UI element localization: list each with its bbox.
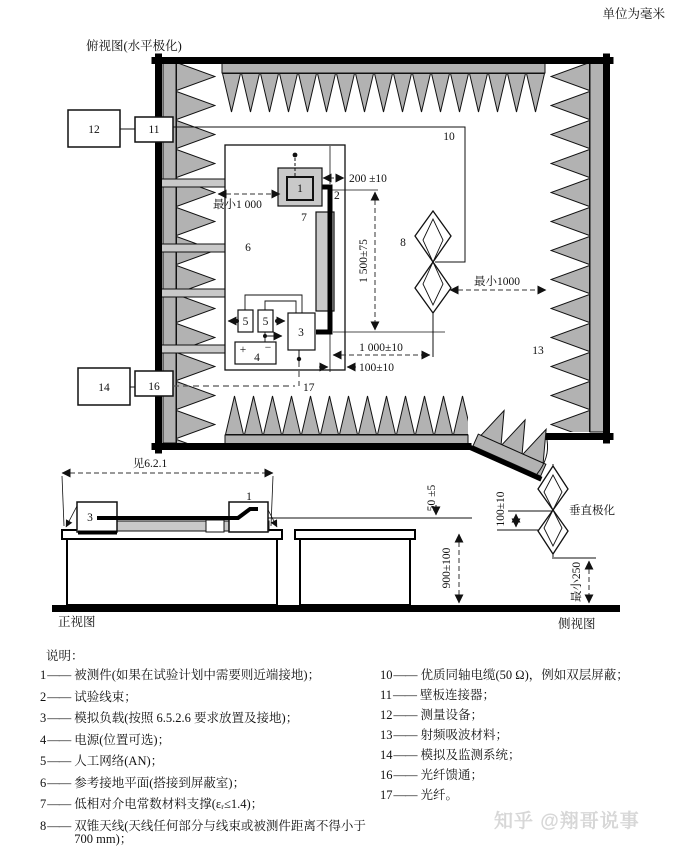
wall-rail <box>158 179 228 187</box>
callout-1: 1 <box>297 183 303 195</box>
legend-right-column <box>380 669 672 809</box>
biconical-antenna-top <box>415 211 451 357</box>
callout-6: 6 <box>245 242 251 254</box>
dim-1500: 1 500±75 <box>358 239 370 283</box>
callout-12: 12 <box>88 124 100 136</box>
legend-item-10: 10 —— 优质同轴电缆(50 Ω)，例如双层屏蔽； <box>380 668 629 682</box>
dim-100-side <box>495 491 516 527</box>
table-top-side <box>295 530 415 539</box>
legend-item-16: 16 —— 光纤馈通； <box>380 768 484 782</box>
legend-item-13: 13 —— 射频吸波材料； <box>380 728 509 742</box>
legend-item-17: 17 —— 光纤。 <box>380 788 459 802</box>
minus-terminal: − <box>264 342 272 354</box>
dim-50 <box>426 485 438 515</box>
floor-front <box>52 605 290 612</box>
legend-item-2: 2 —— 试验线束； <box>40 689 137 704</box>
table-body-front <box>67 539 277 605</box>
legend-item-5: 5 —— 人工网络(AN)； <box>40 754 164 768</box>
legend-item-14: 14 —— 模拟及监测系统； <box>380 748 521 762</box>
dim-100: 100±10 <box>359 362 395 374</box>
dim-900 <box>441 534 459 603</box>
side-view-title: 侧视图 <box>558 617 596 631</box>
absorber-top <box>222 63 545 113</box>
callout-17: 17 <box>303 382 315 394</box>
legend-item-8: 8 —— 双锥天线(天线任何部分与线束或被测件距离不得小于 700 mm)； <box>40 818 366 846</box>
callout-16: 16 <box>148 381 160 393</box>
dim-200: 200 ±10 <box>349 173 387 185</box>
callout-5: 5 <box>242 316 249 328</box>
chamber-wall <box>155 57 610 450</box>
callout-8: 8 <box>400 237 406 249</box>
callout-11: 11 <box>148 124 160 136</box>
reference-lines <box>330 146 445 372</box>
callout-front-3: 3 <box>87 512 93 524</box>
wall-rail <box>158 345 228 353</box>
callout-front-1: 1 <box>246 491 252 503</box>
top-view <box>68 57 610 481</box>
callout-7: 7 <box>301 212 307 224</box>
dim-min250 <box>569 561 589 603</box>
legend-title: 说明： <box>46 649 84 663</box>
fibre-node-dot <box>297 357 301 361</box>
callout-10: 10 <box>443 131 455 143</box>
legend-item-11: 11 —— 壁板连接器； <box>380 688 496 702</box>
support-block <box>206 520 224 532</box>
dim-1000: 1 000±10 <box>359 342 403 354</box>
absorber-bottom <box>225 395 468 445</box>
legend-item-6: 6 —— 参考接地平面(搭接到屏蔽室)； <box>40 775 246 790</box>
legend-item-3: 3 —— 模拟负载(按照 6.5.2.6 要求放置及接地)； <box>40 711 299 725</box>
ground-dot <box>293 153 298 158</box>
legend-item-7: 7 —— 低相对介电常数材料支撑(εᵣ≤1.4)； <box>40 797 264 811</box>
front-view-title: 正视图 <box>58 615 96 629</box>
callout-13: 13 <box>532 345 544 357</box>
side-view <box>290 464 620 612</box>
legend-item-4: 4 —— 电源(位置可选)； <box>40 732 171 747</box>
legend-item-12: 12 —— 测量设备； <box>380 708 484 722</box>
unit-note: 单位为毫米 <box>602 7 665 21</box>
table-body-side <box>300 539 410 605</box>
wall-rail <box>158 244 228 252</box>
dim-min1000-right: 最小1000 <box>474 276 520 288</box>
vertical-polarization-label: 垂直极化 <box>569 505 615 517</box>
callout-3: 3 <box>298 327 304 339</box>
wall-rail <box>158 289 228 297</box>
dim-see-621: 见6.2.1 <box>132 458 168 470</box>
legend-left-column <box>40 669 378 851</box>
absorber-right <box>550 62 604 432</box>
dim-min1000-left: 最小1 000 <box>213 199 262 211</box>
callout-2: 2 <box>334 190 340 202</box>
svg-text:最小250: 最小250 <box>571 561 583 603</box>
svg-text:50 ±5: 50 ±5 <box>426 484 438 512</box>
svg-text:900±100: 900±100 <box>441 547 453 589</box>
callout-4: 4 <box>254 352 260 364</box>
callout-5b: 5 <box>262 316 269 328</box>
callout-14: 14 <box>98 382 110 394</box>
top-view-title: 俯视图(水平极化) <box>86 39 182 53</box>
watermark: 知乎 @翔哥说事 <box>494 811 640 832</box>
legend-item-1: 1 —— 被测件(如果在试验计划中需要则近端接地)； <box>40 668 321 682</box>
floor-side <box>290 605 620 612</box>
plus-terminal: + <box>239 344 247 356</box>
svg-text:100±10: 100±10 <box>495 491 507 527</box>
